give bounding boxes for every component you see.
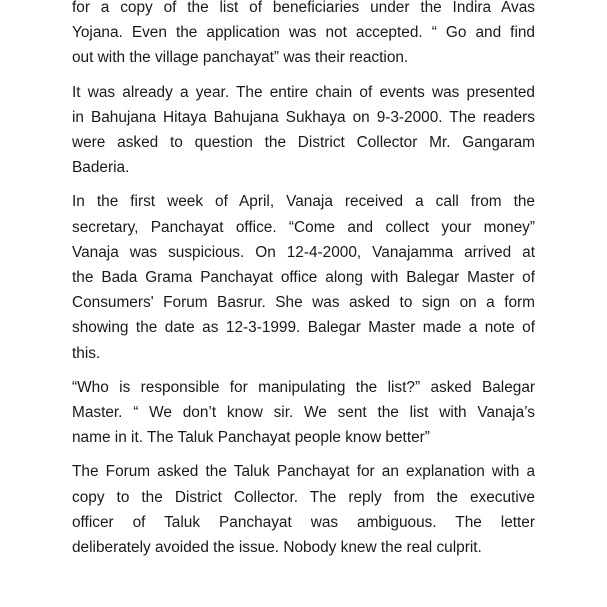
paragraph-4 xyxy=(72,375,535,451)
text-line: officer of Taluk Panchayat was ambiguous. The letter xyxy=(72,513,535,531)
text-line: this. xyxy=(72,344,101,362)
text-line: The Forum asked the Taluk Panchayat for an explanation with a xyxy=(72,463,535,481)
text-line: Vanaja was suspicious. On 12-4-2000, Vanajamma arrived at xyxy=(72,243,535,261)
paragraph-5 xyxy=(72,459,535,560)
text-line: copy to the District Collector. The reply from the executive xyxy=(72,488,535,506)
text-line: Baderia. xyxy=(72,159,130,177)
paragraph-1 xyxy=(72,0,535,71)
text-line: It was already a year. The entire chain of events was presented xyxy=(72,83,535,101)
text-line: In the first week of April, Vanaja received a call from the xyxy=(72,193,535,211)
paragraph-2 xyxy=(72,80,535,181)
text-line: were asked to question the District Collector Mr. Gangaram xyxy=(72,134,535,152)
text-line: the Bada Grama Panchayat office along with Balegar Master of xyxy=(72,269,535,287)
text-line: “Who is responsible for manipulating the list?” asked Balegar xyxy=(72,378,535,396)
text-line: Consumers' Forum Basrur. She was asked to sign on a form xyxy=(72,294,535,312)
text-line: name in it. The Taluk Panchayat people know better” xyxy=(72,429,430,447)
text-line: showing the date as 12-3-1999. Balegar Master made a note of xyxy=(72,319,535,337)
text-line: Yojana. Even the application was not accepted. “ Go and find xyxy=(72,24,535,42)
text-line: Master. “ We don’t know sir. We sent the list with Vanaja’s xyxy=(72,404,535,422)
text-line: for a copy of the list of beneficiaries under the Indira Avas xyxy=(72,0,535,16)
text-line: deliberately avoided the issue. Nobody knew the real culprit. xyxy=(72,539,482,557)
text-line: in Bahujana Hitaya Bahujana Sukhaya on 9-3-2000. The readers xyxy=(72,108,535,126)
text-line: out with the village panchayat” was their reaction. xyxy=(72,49,409,67)
paragraph-3 xyxy=(72,189,535,365)
document-body xyxy=(72,0,535,560)
text-line: secretary, Panchayat office. “Come and collect your money” xyxy=(72,218,535,236)
